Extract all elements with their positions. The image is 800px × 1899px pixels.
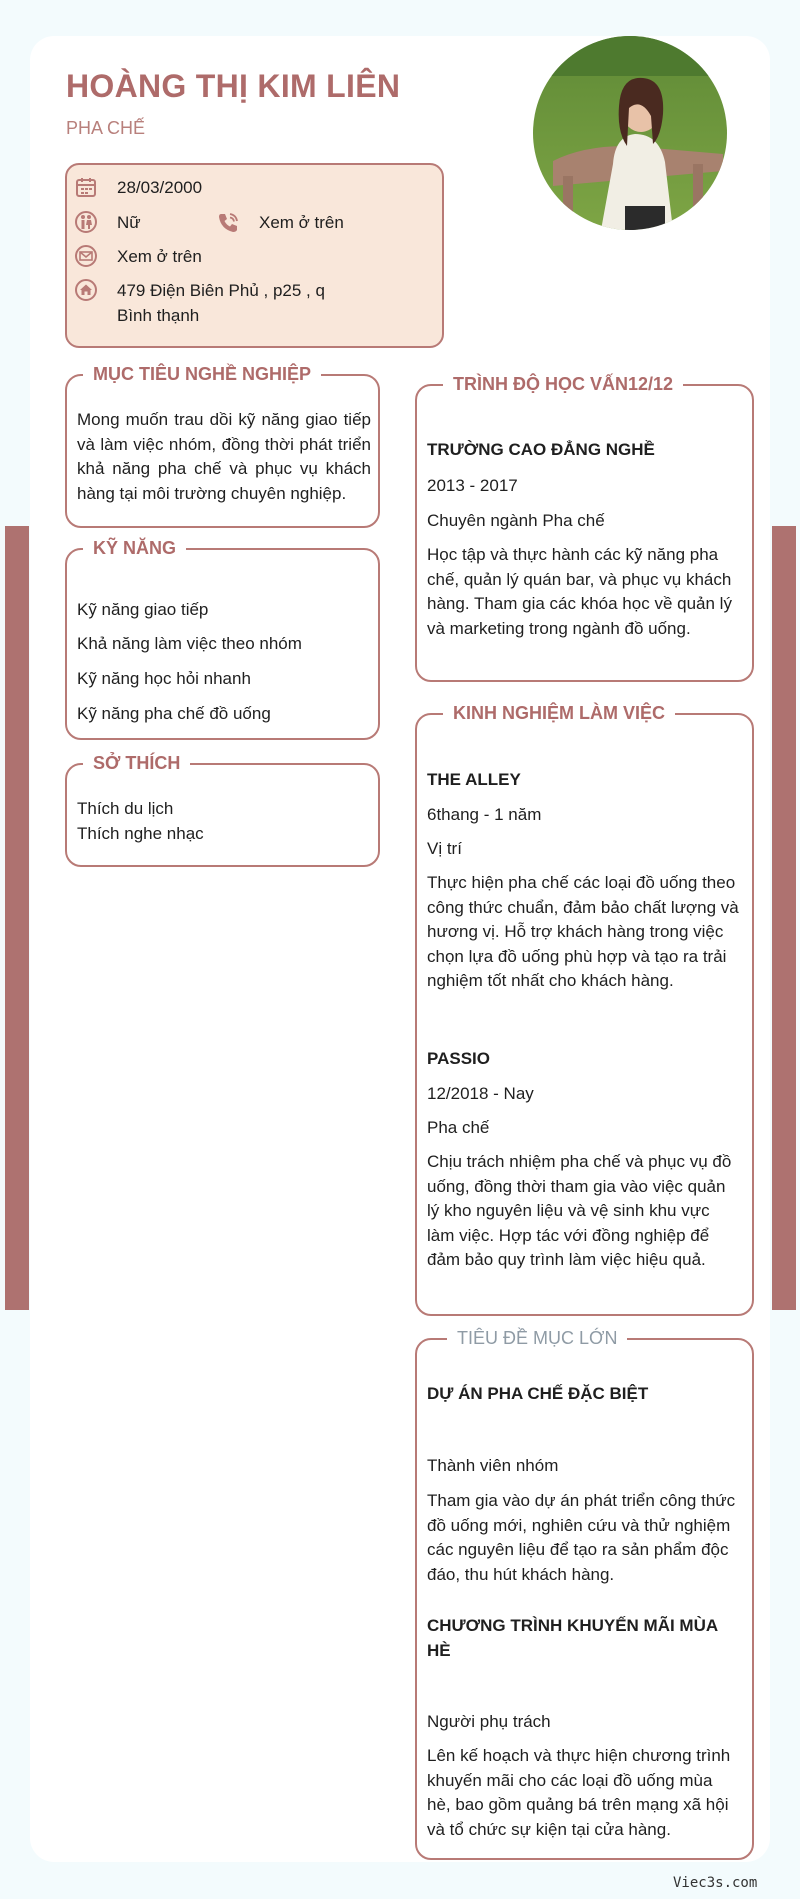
project-role: Thành viên nhóm [427,1456,559,1475]
objective-text: Mong muốn trau dồi kỹ năng giao tiếp và làm việc nhóm, đồng thời phát triển khả năng pha chế và phục vụ khách hàng tại môi trường chuyên nghiệp. [77,410,371,503]
gender-row [75,210,141,235]
education-title: TRÌNH ĐỘ HỌC VẤN12/12 [443,372,683,396]
skills-title: KỸ NĂNG [83,536,186,560]
hobby-item: Thích nghe nhạc [77,824,204,843]
hobbies-title: SỞ THÍCH [83,751,190,775]
address-row [75,278,345,328]
calendar-icon [75,176,97,198]
gender-icon [75,211,97,233]
skill-item: Khả năng làm việc theo nhóm [77,634,302,653]
right-decorative-band [772,526,796,1310]
project-name: CHƯƠNG TRÌNH KHUYẾN MÃI MÙA HÈ [427,1616,718,1660]
birthday-value: 28/03/2000 [117,178,203,197]
education-period: 2013 - 2017 [427,476,518,495]
job-position: Pha chế [427,1118,490,1137]
hobby-item: Thích du lịch [77,799,174,818]
project-description: Tham gia vào dự án phát triển công thức đồ uống mới, nghiên cứu và thử nghiệm các nguyên liệu để tạo ra sản phẩm độc đáo, thu hút khách hàng. [427,1491,736,1584]
email-value: Xem ở trên [117,247,202,266]
objective-section [65,364,380,528]
address-value: 479 Điện Biên Phủ , p25 , q Bình thạnh [117,281,325,325]
project-description: Lên kế hoạch và thực hiện chương trình khuyến mãi cho các loại đồ uống mùa hè, bao gồm quảng bá trên mạng xã hội và tổ chức sự kiện tại cửa hàng. [427,1746,731,1839]
email-icon [75,245,97,267]
skill-item: Kỹ năng pha chế đồ uống [77,704,271,723]
education-major: Chuyên ngành Pha chế [427,511,605,530]
skill-item: Kỹ năng học hỏi nhanh [77,669,251,688]
projects-section [415,1328,754,1860]
objective-title: MỤC TIÊU NGHỀ NGHIỆP [83,362,321,386]
experience-title: KINH NGHIỆM LÀM VIỆC [443,701,675,725]
job-company: THE ALLEY [427,770,521,789]
phone-icon [217,211,239,233]
education-description: Học tập và thực hành các kỹ năng pha chế, quản lý quán bar, và phục vụ khách hàng. Tham gia các khóa học về quản lý và marketing trong ngành đồ uống. [427,545,732,638]
project-name: DỰ ÁN PHA CHẾ ĐẶC BIỆT [427,1384,649,1403]
gender-value: Nữ [117,213,141,232]
job-title: PHA CHẾ [66,118,146,138]
contact-info-box [65,163,444,348]
hobbies-section [65,753,380,867]
skills-section [65,538,380,740]
phone-value: Xem ở trên [259,213,344,232]
education-section [415,374,754,682]
birthday-row [75,175,202,200]
job-description: Chịu trách nhiệm pha chế và phục vụ đồ uống, đồng thời tham gia vào việc quản lý kho nguyên liệu và vệ sinh khu vực làm việc. Hợp tác với đồng nghiệp để đảm bảo quy trình làm việc hiệu quả. [427,1152,732,1269]
avatar [533,36,727,230]
skill-item: Kỹ năng giao tiếp [77,600,209,619]
email-row [75,244,202,269]
experience-section [415,703,754,1316]
watermark-text: Viec3s.com [673,1875,758,1891]
job-company: PASSIO [427,1049,490,1068]
job-period: 12/2018 - Nay [427,1084,534,1103]
job-description: Thực hiện pha chế các loại đồ uống theo công thức chuẩn, đảm bảo chất lượng và hương vị. Hỗ trợ khách hàng trong việc chọn lựa đồ uống phù hợp và tạo ra trải nghiệm tốt nhất cho khách hàng. [427,873,739,990]
job-position: Vị trí [427,839,462,858]
candidate-name: HOÀNG THỊ KIM LIÊN [66,68,401,104]
education-school: TRƯỜNG CAO ĐẲNG NGHỀ [427,440,655,459]
job-period: 6thang - 1 năm [427,805,542,824]
project-role: Người phụ trách [427,1712,551,1731]
home-icon [75,279,97,301]
left-decorative-band [5,526,29,1310]
projects-title: TIÊU ĐỀ MỤC LỚN [447,1326,627,1350]
phone-row [217,210,344,235]
